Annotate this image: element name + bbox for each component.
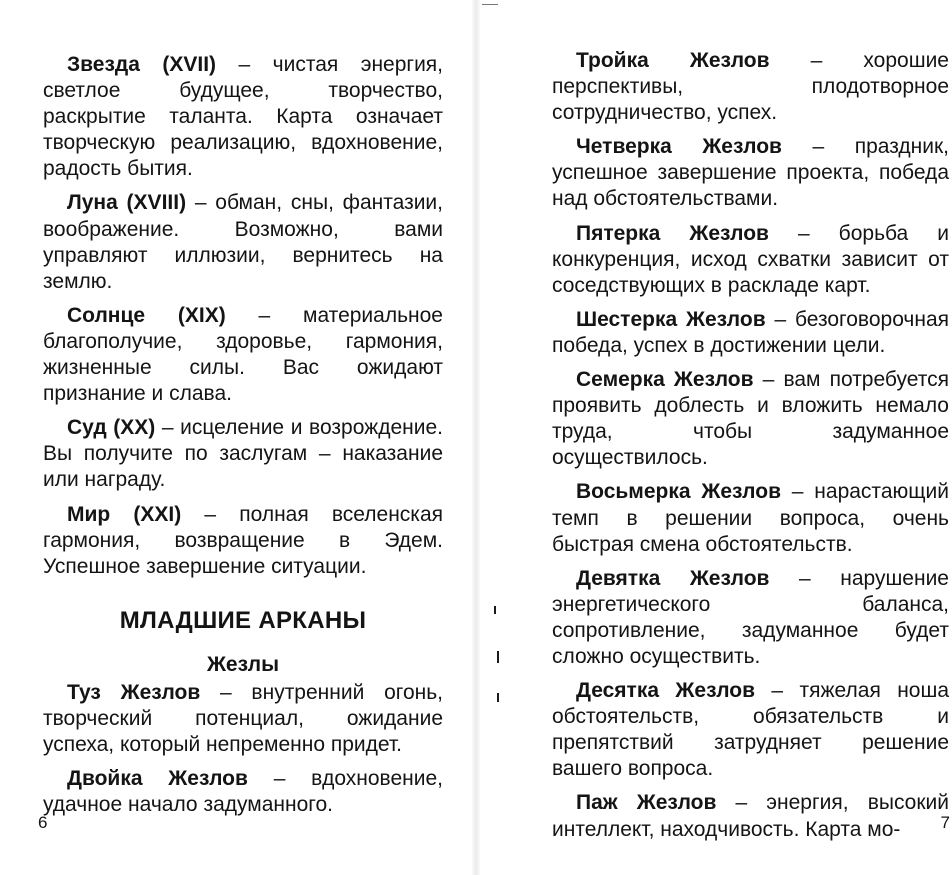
card-description: – материальное благополучие, здоровье, гармония, жизненные силы. Вас ожидают признание и слава. bbox=[43, 303, 443, 406]
card-term: Паж Жезлов bbox=[576, 791, 717, 815]
card-description: – праздник, успешное завершение проекта, победа над обстоятельствами. bbox=[552, 135, 949, 211]
card-description: – нарастающий темп в решении вопроса, очень быстрая смена обстоятельств. bbox=[552, 480, 949, 556]
card-entry-four-of-wands bbox=[552, 134, 949, 212]
page-number: 6 bbox=[38, 813, 48, 832]
right-page-text bbox=[552, 48, 949, 851]
card-entry-sun bbox=[43, 303, 443, 407]
card-description: – нарушение энергетического баланса, сопротивление, задуманное будет сложно осуществить. bbox=[552, 566, 949, 668]
card-term: Восьмерка Жезлов bbox=[576, 480, 781, 504]
card-entry-judgement bbox=[43, 415, 443, 493]
card-description: – обман, сны, фантазии, воображение. Возможно, вами управляют иллюзии, вернитесь на землю. bbox=[43, 191, 443, 293]
card-description: – хорошие перспективы, плодотворное сотрудничество, успех. bbox=[552, 49, 949, 125]
card-term: Десятка Жезлов bbox=[576, 679, 756, 703]
card-description: – борьба и конкуренция, исход схватки зависит от соседствующих в раскладе карт. bbox=[552, 221, 949, 297]
book-gutter bbox=[472, 0, 480, 875]
card-entry-moon bbox=[43, 190, 443, 294]
page-number: 7 bbox=[940, 813, 950, 832]
card-term: Шестерка Жезлов bbox=[576, 307, 766, 331]
section-title: МЛАДШИЕ АРКАНЫ bbox=[119, 606, 367, 634]
card-description: – вам потребуется проявить доблесть и вложить немало труда, чтобы задуманное осуществилось. bbox=[552, 368, 949, 470]
card-entry-world bbox=[43, 502, 443, 580]
card-term: Пятерка Жезлов bbox=[576, 221, 769, 245]
card-term: Мир (XXI) bbox=[67, 502, 182, 526]
card-term: Звезда (XVII) bbox=[67, 53, 217, 76]
left-page bbox=[0, 0, 472, 875]
card-description: – исцеление и возрождение. Вы получите по заслугам – наказание или награду. bbox=[43, 416, 443, 492]
card-description: – чистая энергия, светлое будущее, творчество, раскрытие таланта. Карта означает творческую реализацию, вдохновение, радость бытия. bbox=[43, 53, 444, 181]
card-term: Четверка Жезлов bbox=[576, 135, 782, 159]
card-term: Солнце (XIX) bbox=[67, 303, 226, 327]
card-term: Туз Жезлов bbox=[67, 680, 201, 704]
card-term: Двойка Жезлов bbox=[67, 767, 248, 791]
card-entry-three-of-wands bbox=[552, 48, 949, 126]
card-entry-page-of-wands bbox=[552, 790, 949, 842]
card-description: – внутренний огонь, творческий потенциал, ожидание успеха, который непременно придет. bbox=[43, 680, 444, 757]
card-term: Семерка Жезлов bbox=[576, 368, 754, 392]
card-entry-star bbox=[43, 52, 443, 182]
card-entry-ace-of-wands bbox=[43, 680, 443, 758]
card-entry-nine-of-wands bbox=[552, 566, 949, 670]
card-entry-five-of-wands bbox=[552, 221, 949, 299]
card-term: Тройка Жезлов bbox=[576, 49, 770, 72]
card-entry-eight-of-wands bbox=[552, 479, 949, 557]
card-entry-seven-of-wands bbox=[552, 367, 949, 471]
card-description: – энергия, высокий интеллект, находчивость. Карта мо- bbox=[552, 791, 950, 841]
card-term: Девятка Жезлов bbox=[576, 566, 770, 590]
left-page-text bbox=[43, 52, 443, 826]
right-page bbox=[480, 0, 952, 875]
card-entry-ten-of-wands bbox=[552, 678, 949, 782]
card-description: – полная вселенская гармония, возвращение в Эдем. Успешное завершение ситуации. bbox=[43, 502, 444, 578]
card-entry-six-of-wands bbox=[552, 307, 949, 359]
card-entry-two-of-wands bbox=[43, 766, 443, 818]
subsection-title: Жезлы bbox=[206, 652, 280, 676]
card-description: – вдохновение, удачное начало задуманного. bbox=[43, 767, 443, 817]
card-description: – тяжелая ноша обстоятельств, обязательств и препятствий затрудняет решение вашего вопроса. bbox=[552, 679, 950, 781]
card-term: Суд (XX) bbox=[67, 416, 156, 440]
card-description: – безоговорочная победа, успех в достижении цели. bbox=[552, 307, 949, 357]
card-term: Луна (XVIII) bbox=[67, 191, 187, 215]
